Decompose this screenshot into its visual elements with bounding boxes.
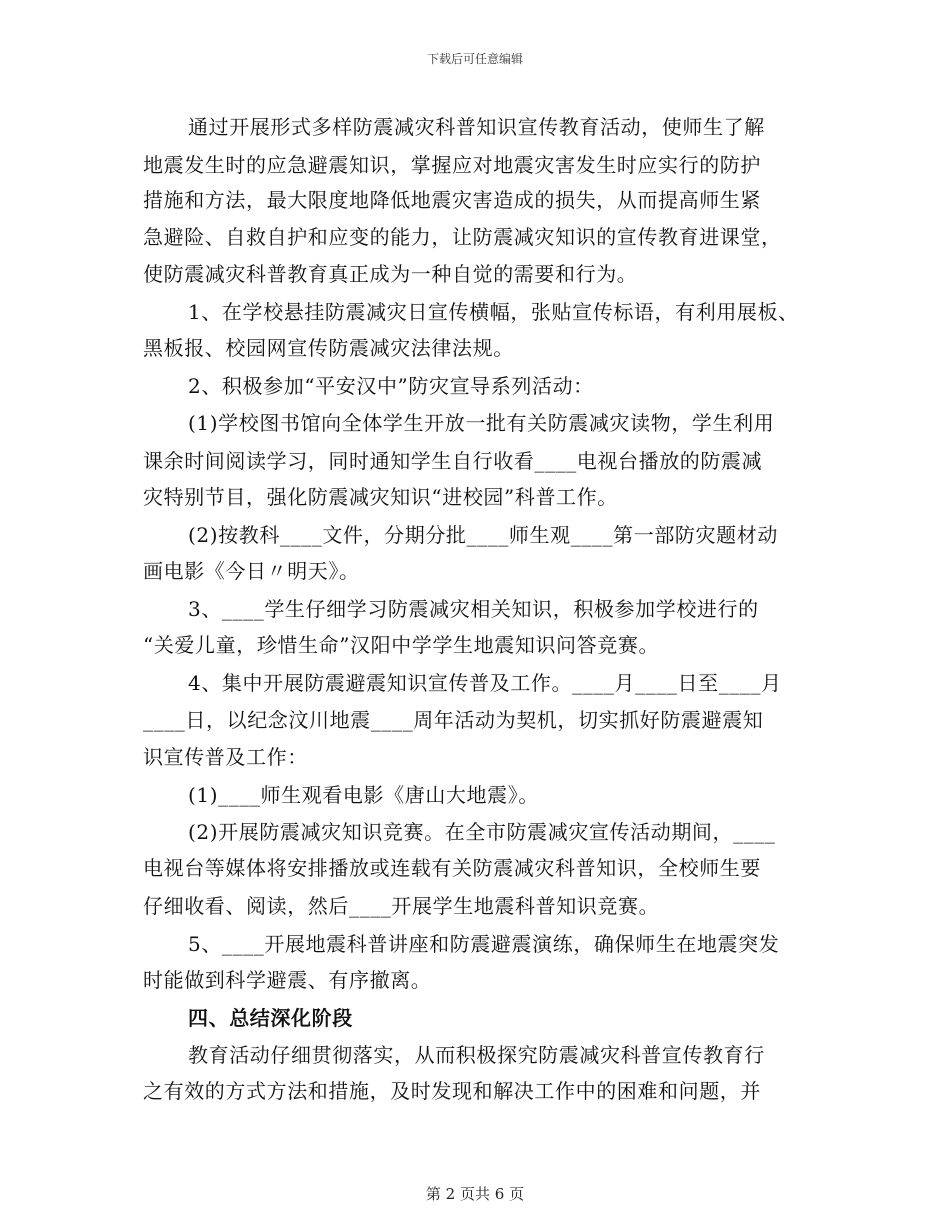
paragraph-line: “关爱儿童，珍惜生命”汉阳中学学生地震知识问答竞赛。 bbox=[143, 633, 660, 657]
paragraph-line: 急避险、自救自护和应变的能力，让防震减灾知识的宣传教育进课堂， bbox=[143, 225, 782, 249]
section-heading: 四、总结深化阶段 bbox=[188, 1006, 353, 1030]
paragraph-line: 1、在学校悬挂防震减灾日宣传横幅，张贴宣传标语，有利用展板、 bbox=[188, 300, 799, 324]
paragraph-line: 灾特别节目，强化防震减灾知识“进校园”科普工作。 bbox=[143, 485, 618, 509]
paragraph-line: 使防震减灾科普教育真正成为一种自觉的需要和行为。 bbox=[143, 262, 638, 286]
paragraph-line: 电视台等媒体将安排播放或连载有关防震减灾科普知识，全校师生要 bbox=[143, 856, 761, 880]
page-footer: 第 2 页共 6 页 bbox=[425, 1185, 525, 1203]
paragraph-line: (2)按教科____文件，分期分批____师生观____第一部防灾题材动 bbox=[188, 523, 778, 547]
paragraph-line: 2、积极参加“平安汉中”防灾宣导系列活动： bbox=[188, 374, 594, 398]
paragraph-line: 时能做到科学避震、有序撤离。 bbox=[143, 968, 432, 992]
paragraph-line: 通过开展形式多样防震减灾科普知识宣传教育活动，使师生了解 bbox=[188, 115, 765, 139]
page-header: 下载后可任意编辑 bbox=[426, 52, 523, 66]
paragraph-line: 地震发生时的应急避震知识，掌握应对地震灾害发生时应实行的防护 bbox=[143, 153, 761, 177]
paragraph-line: 之有效的方式方法和措施，及时发现和解决工作中的困难和问题，并 bbox=[143, 1079, 761, 1103]
paragraph-line: 黑板报、校园网宣传防震减灾法律法规。 bbox=[143, 336, 514, 360]
paragraph-line: 课余时间阅读学习，同时通知学生自行收看____电视台播放的防震减 bbox=[143, 449, 763, 473]
paragraph-line: (2)开展防震减灾知识竞赛。在全市防震减灾宣传活动期间，____ bbox=[188, 820, 776, 844]
paragraph-line: 画电影《今日〃明天》。 bbox=[143, 559, 360, 583]
paragraph-line: ____日，以纪念汶川地震____周年活动为契机，切实抓好防震避震知 bbox=[143, 708, 764, 732]
paragraph-line: 3、____学生仔细学习防震减灾相关知识，积极参加学校进行的 bbox=[188, 597, 759, 621]
paragraph-line: 措施和方法，最大限度地降低地震灾害造成的损失，从而提高师生紧 bbox=[143, 188, 761, 212]
paragraph-line: 教育活动仔细贯彻落实，从而积极探究防震减灾科普宣传教育行 bbox=[188, 1043, 765, 1067]
paragraph-line: (1)____师生观看电影《唐山大地震》。 bbox=[188, 783, 539, 807]
paragraph-line: (1)学校图书馆向全体学生开放一批有关防震减灾读物，学生利用 bbox=[188, 411, 775, 435]
paragraph-line: 仔细收看、阅读，然后____开展学生地震科普知识竞赛。 bbox=[143, 894, 660, 918]
paragraph-line: 识宣传普及工作： bbox=[143, 745, 308, 769]
paragraph-line: 5、____开展地震科普讲座和防震避震演练，确保师生在地震突发 bbox=[188, 932, 780, 956]
paragraph-line: 4、集中开展防震避震知识宣传普及工作。____月____日至____月 bbox=[188, 671, 782, 695]
